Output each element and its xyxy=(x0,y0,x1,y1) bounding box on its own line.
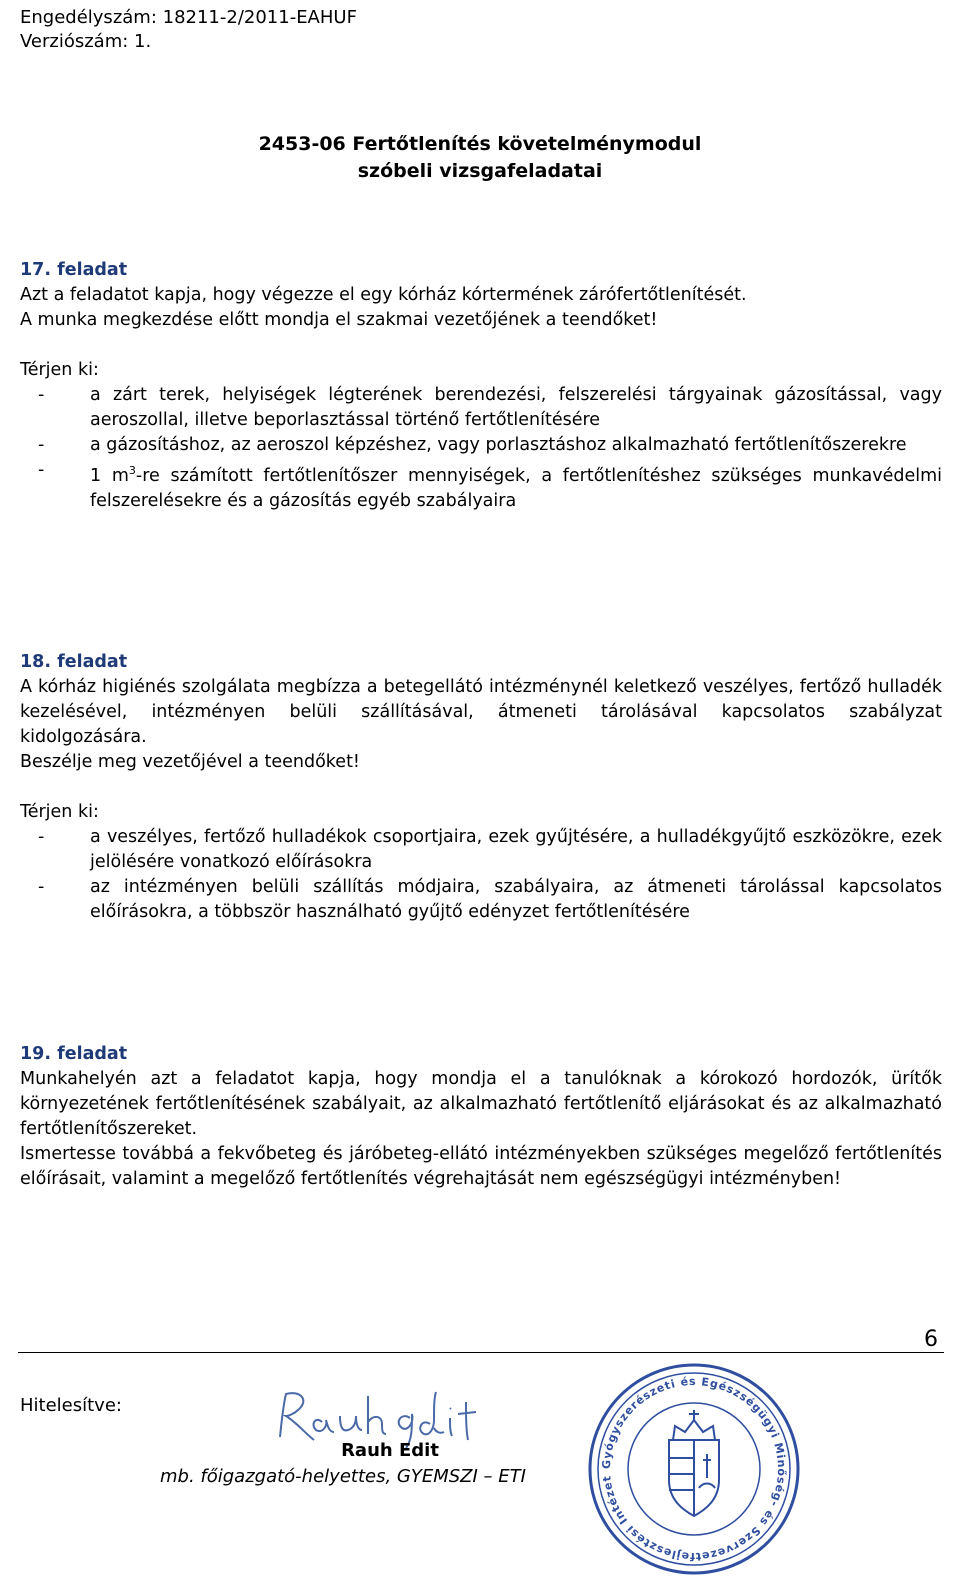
task-17 xyxy=(20,258,942,514)
task-18-lead: Térjen ki: xyxy=(20,802,99,822)
task-19 xyxy=(20,1042,942,1192)
task-17-intro: Azt a feladatot kapja, hogy végezze el egy kórház kórtermének zárófertőtlenítését. xyxy=(20,285,747,305)
page-number: 6 xyxy=(924,1327,938,1352)
task-18-intro: A kórház higiénés szolgálata megbízza a betegellátó intézménynél keletkező veszélyes, fertőző hulladék kezelésével, intézményen belüli szállításával, átmeneti tárolásával kapcsolatos szabályzat kidolgozására. xyxy=(20,677,942,747)
list-item: - 1 $m^3-re$ számított fertőtlenítőszer mennyiségek, a fertőtlenítéshez szükséges munkavédelmi felszerelésekre és a gázosítás egyéb szabályaira xyxy=(38,460,942,511)
list-item: - a veszélyes, fertőző hulladékok csoportjaira, ezek gyűjtésére, a hulladékgyűjtő eszközökre, ezek jelölésére vonatkozó előírásokra xyxy=(38,827,942,872)
task-17-heading: 17. feladat xyxy=(20,260,128,280)
license-number: Engedélyszám: 18211-2/2011-EAHUF xyxy=(20,7,357,28)
signatory-name: Rauh Edit xyxy=(341,1440,439,1461)
certified-label: Hitelesítve: xyxy=(20,1395,122,1416)
list-item: - a gázosításhoz, az aeroszol képzéshez, vagy porlasztáshoz alkalmazható fertőtlenítőszerekre xyxy=(38,435,907,455)
task-18-heading: 18. feladat xyxy=(20,652,128,672)
official-stamp xyxy=(585,1360,803,1578)
task-18-instruction: Beszélje meg vezetőjével a teendőket! xyxy=(20,752,360,772)
task-18-list xyxy=(20,825,942,925)
page-title: 2453-06 Fertőtlenítés követelménymodul xyxy=(258,133,702,155)
list-item: - az intézményen belüli szállítás módjaira, szabályaira, az átmeneti tárolással kapcsolatos előírásokra, a többször használható gyűjtő edényzet fertőtlenítésére xyxy=(38,877,942,922)
task-17-instruction: A munka megkezdése előtt mondja el szakmai vezetőjének a teendőket! xyxy=(20,310,658,330)
task-19-paragraph-1: Munkahelyén azt a feladatot kapja, hogy mondja el a tanulóknak a kórokozó hordozók, ürítők környezetének fertőtlenítésének szabályait, az alkalmazható fertőtlenítő eljárásokat és az alkalmazható fertőtlenítőszereket. xyxy=(20,1069,942,1139)
task-19-heading: 19. feladat xyxy=(20,1044,128,1064)
task-17-list xyxy=(20,383,942,514)
page-subtitle: szóbeli vizsgafeladatai xyxy=(357,160,603,182)
task-18 xyxy=(20,650,942,925)
svg-text:Gyógyszerészeti és Egészségügy: Gyógyszerészeti és Egészségügyi Minőség- és Szervezetfejlesztési Intézet xyxy=(599,1374,789,1564)
list-item: - a zárt terek, helyiségek légterének berendezési, felszerelési tárgyainak gázosítással, vagy aeroszollal, illetve beporlasztással történő fertőtlenítésére xyxy=(38,385,942,430)
signatory-role: mb. főigazgató-helyettes, GYEMSZI – ETI xyxy=(160,1466,526,1487)
version-number: Verziószám: 1. xyxy=(20,31,152,52)
task-17-lead: Térjen ki: xyxy=(20,360,99,380)
task-19-paragraph-2: Ismertesse továbbá a fekvőbeteg és járóbeteg-ellátó intézményekben szükséges megelőző fertőtlenítés előírásait, valamint a megelőző fertőtlenítés végrehajtását nem egészségügyi intézményben! xyxy=(20,1144,942,1189)
footer-divider xyxy=(18,1352,944,1353)
